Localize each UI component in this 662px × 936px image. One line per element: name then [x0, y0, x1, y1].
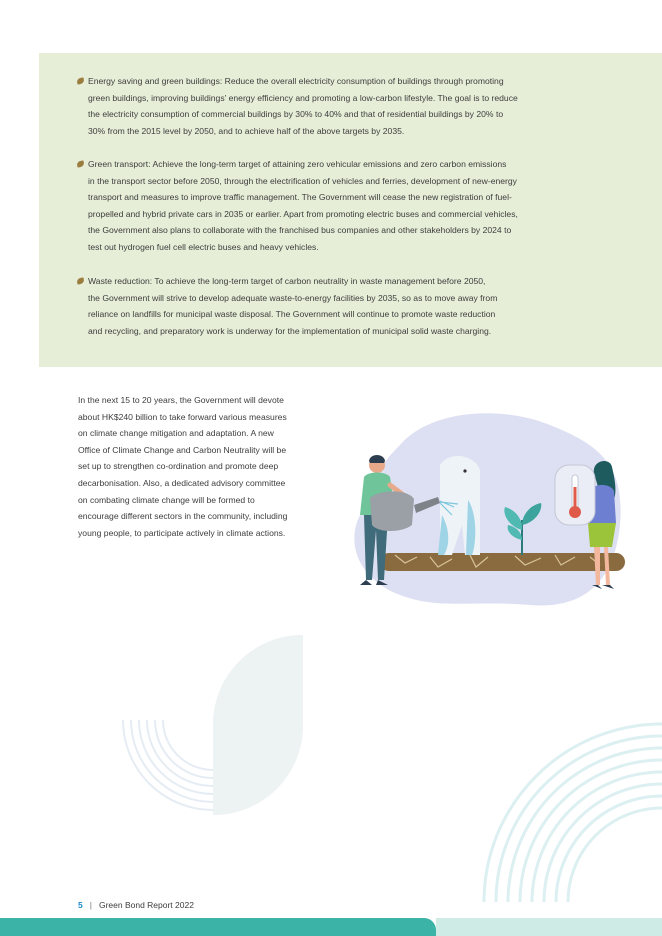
paragraph-line: set up to strengthen co-ordination and promote deep [78, 461, 279, 472]
bullet-line: Waste reduction: To achieve the long-term target of carbon neutrality in waste management before 2050, [88, 276, 486, 286]
bullet-green-transport [88, 156, 650, 256]
leaf-bullet-icon [77, 277, 85, 284]
arc-ring [139, 720, 213, 794]
bullet-energy-saving [88, 73, 650, 139]
bullet-line: Green transport: Achieve the long-term target of attaining zero vehicular emissions and zero carbon emissions [88, 159, 507, 169]
arc-ring [532, 772, 662, 902]
page-number: 5 [78, 900, 83, 910]
climate-action-illustration [340, 405, 635, 615]
bullet-line: in the transport sector before 2050, through the electrification of vehicles and ferries, development of new-energy [88, 175, 517, 186]
bottom-light-bar [436, 918, 662, 936]
paragraph-line: decarbonisation. Also, a dedicated advisory committee [78, 477, 286, 488]
highlights-panel [39, 53, 662, 367]
paragraph-line: on combating climate change will be formed to [78, 494, 255, 505]
page-footer [78, 900, 194, 910]
bullet-line: Energy saving and green buildings: Reduce the overall electricity consumption of buildings through promoting [88, 76, 504, 86]
arc-ring [556, 796, 662, 902]
arc-ring [147, 720, 213, 786]
arc-ring [568, 808, 662, 902]
paragraph-line: In the next 15 to 20 years, the Government will devote [78, 395, 284, 405]
bullet-line: 30% from the 2015 level by 2050, and to achieve half of the above targets by 2035. [88, 125, 405, 136]
bullet-line: reliance on landfills for municipal waste disposal. The Government will continue to promote waste reduction [88, 309, 496, 320]
arc-ring [123, 720, 213, 810]
climate-funding-paragraph [78, 392, 330, 541]
leaf-bullet-icon [77, 77, 85, 84]
paragraph-line: encourage different sectors in the community, including [78, 511, 288, 522]
paragraph-line: about HK$240 billion to take forward various measures [78, 411, 287, 422]
bullet-line: green buildings, improving buildings’ energy efficiency and promoting a low-carbon lifestyle. The goal is to reduce [88, 92, 518, 103]
bottom-teal-bar [0, 918, 436, 936]
leaf-bullet-icon [77, 160, 85, 167]
report-title: Green Bond Report 2022 [98, 900, 194, 910]
arc-ring [520, 760, 662, 902]
arc-petal [213, 635, 303, 815]
bullet-line: test out hydrogen fuel cell electric buses and heavy vehicles. [88, 241, 319, 252]
bullet-line: the Government will strive to develop adequate waste-to-energy facilities by 2035, so as to move away from [88, 292, 498, 303]
decorative-arc-graphic-right [480, 680, 662, 902]
paragraph-line: on climate change mitigation and adaptation. A new [78, 428, 274, 439]
bullet-line: and recycling, and preparatory work is underway for the implementation of municipal solid waste charging. [88, 325, 492, 336]
paragraph-line: young people, to participate actively in climate actions. [78, 527, 286, 538]
bullet-line: propelled and hybrid private cars in 2035 or earlier. Apart from promoting electric buses and commercial vehicles, [88, 208, 518, 219]
bullet-line: the electricity consumption of commercial buildings by 30% to 40% and that of residential buildings by 20% to [88, 109, 504, 120]
bullet-line: the Government also plans to collaborate with the franchised bus companies and other stakeholders by 2024 to [88, 225, 512, 236]
arc-ring [163, 720, 213, 770]
paragraph-line: Office of Climate Change and Carbon Neutrality will be [78, 444, 287, 455]
bullet-line: transport and measures to improve traffic management. The Government will cease the new registration of fuel- [88, 192, 512, 203]
bullet-waste-reduction [88, 273, 650, 339]
footer-separator: | [89, 900, 92, 910]
decorative-arc-graphic-left [118, 630, 308, 820]
arc-ring [508, 748, 662, 902]
cracked-earth-icon [380, 553, 625, 571]
